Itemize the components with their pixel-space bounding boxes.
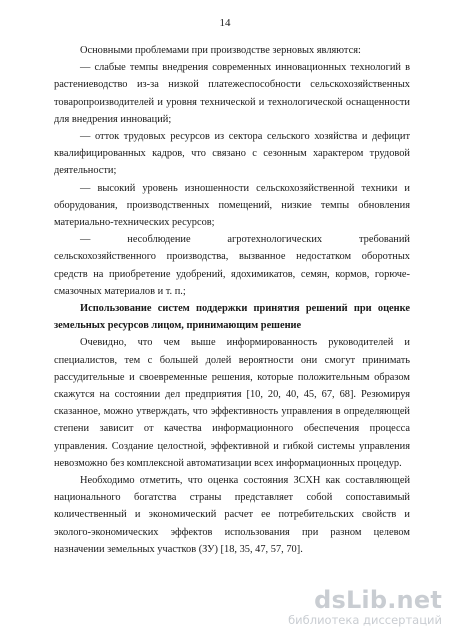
paragraph-information: Очевидно, что чем выше информированность руководителей и специалистов, тем с большей долей вероятности они смогут принимать рассудительные и своевременные решения, которые положительным образом скажутся на состоянии дел предприятия [10, 20, 40, 45, 67, 68]. Резюмируя сказанное, можно утверждать, что эффективность управления в определяющей степени зависит от качества информационного обеспечения процесса управления. Создание целостной, эффективной и гибкой системы управления невозможно без комплексной автоматизации всех информационных процедур. [54, 337, 410, 469]
list-item-labor-outflow: — отток трудовых ресурсов из сектора сельского хозяйства и дефицит квалифицированных кадров, что связано с сезонным характером трудовой деятельности; [54, 131, 410, 177]
paragraph-intro: Основными проблемами при производстве зерновых являются: [80, 45, 361, 56]
section-heading: Использование систем поддержки принятия решений при оценке земельных ресурсов лицом, принимающим решение [54, 303, 410, 332]
watermark-tagline: библиотека диссертаций [288, 613, 442, 627]
document-body [54, 42, 410, 558]
site-watermark [288, 588, 442, 627]
list-item-agrotech: — несоблюдение агротехнологических требований сельскохозяйственного производства, вызванное недостатком оборотных средств на приобретение удобрений, ядохимикатов, семян, кормов, горюче-смазочных материалов и т. п.; [54, 234, 410, 297]
list-item-equipment-wear: — высокий уровень изношенности сельскохозяйственной техники и оборудования, производственных помещений, низкие темпы обновления материально-технических ресурсов; [54, 182, 410, 229]
watermark-logo-text: dsLib.net [314, 586, 442, 614]
list-item-innovation: — слабые темпы внедрения современных инновационных технологий в растениеводство из-за низкой платежеспособности сельскохозяйственных товаропроизводителей и уровня технической и технологической оснащенности для внедрения инноваций; [54, 62, 410, 125]
page-number: 14 [219, 17, 231, 29]
paragraph-assessment: Необходимо отметить, что оценка состояния ЗСХН как составляющей национального богатства страны представляет собой сопоставимый количественный и экономический расчет ее потребительских свойств и эколого-экономических эффектов использования при разном целевом назначении земельных участков (ЗУ) [18, 35, 47, 57, 70]. [54, 475, 410, 555]
